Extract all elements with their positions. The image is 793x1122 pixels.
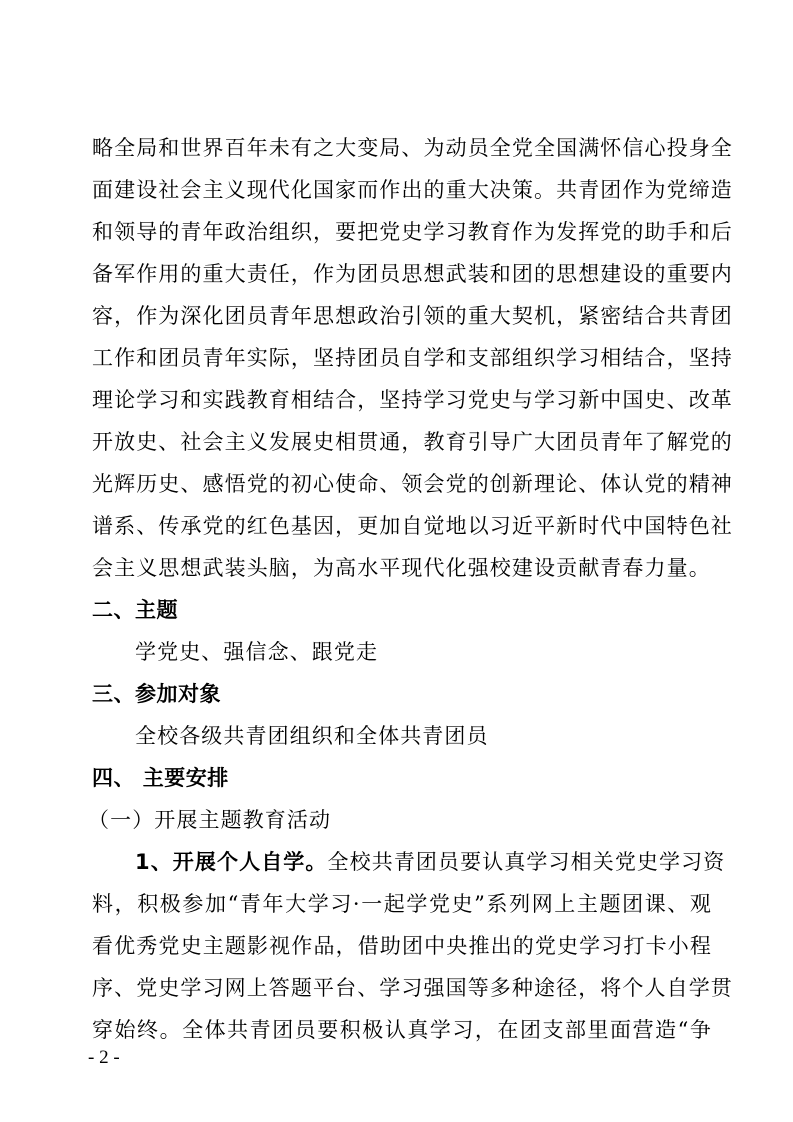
paragraph-line: 工作和团员青年实际，坚持团员自学和支部组织学习相结合，坚持 [92,346,733,370]
item-first-line-rest: 全校共青团员要认真学习相关党史学习资 [327,850,726,874]
item-lead: 1、开展个人自学。 [135,850,328,874]
paragraph-line: 开放史、社会主义发展史相贯通，教育引导广大团员青年了解党的 [92,430,733,454]
item-line: 料，积极参加“青年大学习·一起学党史”系列网上主题团课、观 [92,892,712,916]
item-line: 序、党史学习网上答题平台、学习强国等多种途径，将个人自学贯 [92,976,733,1000]
section-content-theme: 学党史、强信念、跟党走 [135,640,379,664]
section-content-participants: 全校各级共青团组织和全体共青团员 [135,724,489,748]
section-heading-theme: 二、主题 [92,598,178,622]
paragraph-line: 略全局和世界百年未有之大变局、为动员全党全国满怀信心投身全 [92,136,733,160]
paragraph-line: 光辉历史、感悟党的初心使命、领会党的创新理论、体认党的精神 [92,472,733,496]
item-first-line [135,848,726,876]
paragraph-line: 面建设社会主义现代化国家而作出的重大决策。共青团作为党缔造 [92,178,733,202]
section-heading-arrangements: 四、 主要安排 [92,766,229,790]
paragraph-line: 容，作为深化团员青年思想政治引领的重大契机，紧密结合共青团 [92,304,733,328]
paragraph-line: 备军作用的重大责任，作为团员思想武装和团的思想建设的重要内 [92,262,733,286]
paragraph-line: 谱系、传承党的红色基因，更加自觉地以习近平新时代中国特色社 [92,514,733,538]
paragraph-line: 理论学习和实践教育相结合，坚持学习党史与学习新中国史、改革 [92,388,733,412]
page-number: - 2 - [88,1047,120,1068]
subsection-heading: （一）开展主题教育活动 [88,808,332,832]
section-heading-participants: 三、参加对象 [92,682,221,706]
item-line: 穿始终。全体共青团员要积极认真学习，在团支部里面营造“争 [92,1018,712,1042]
paragraph-line: 和领导的青年政治组织，要把党史学习教育作为发挥党的助手和后 [92,220,733,244]
paragraph-line: 会主义思想武装头脑，为高水平现代化强校建设贡献青春力量。 [92,556,711,580]
item-line: 看优秀党史主题影视作品，借助团中央推出的党史学习打卡小程 [92,934,712,958]
